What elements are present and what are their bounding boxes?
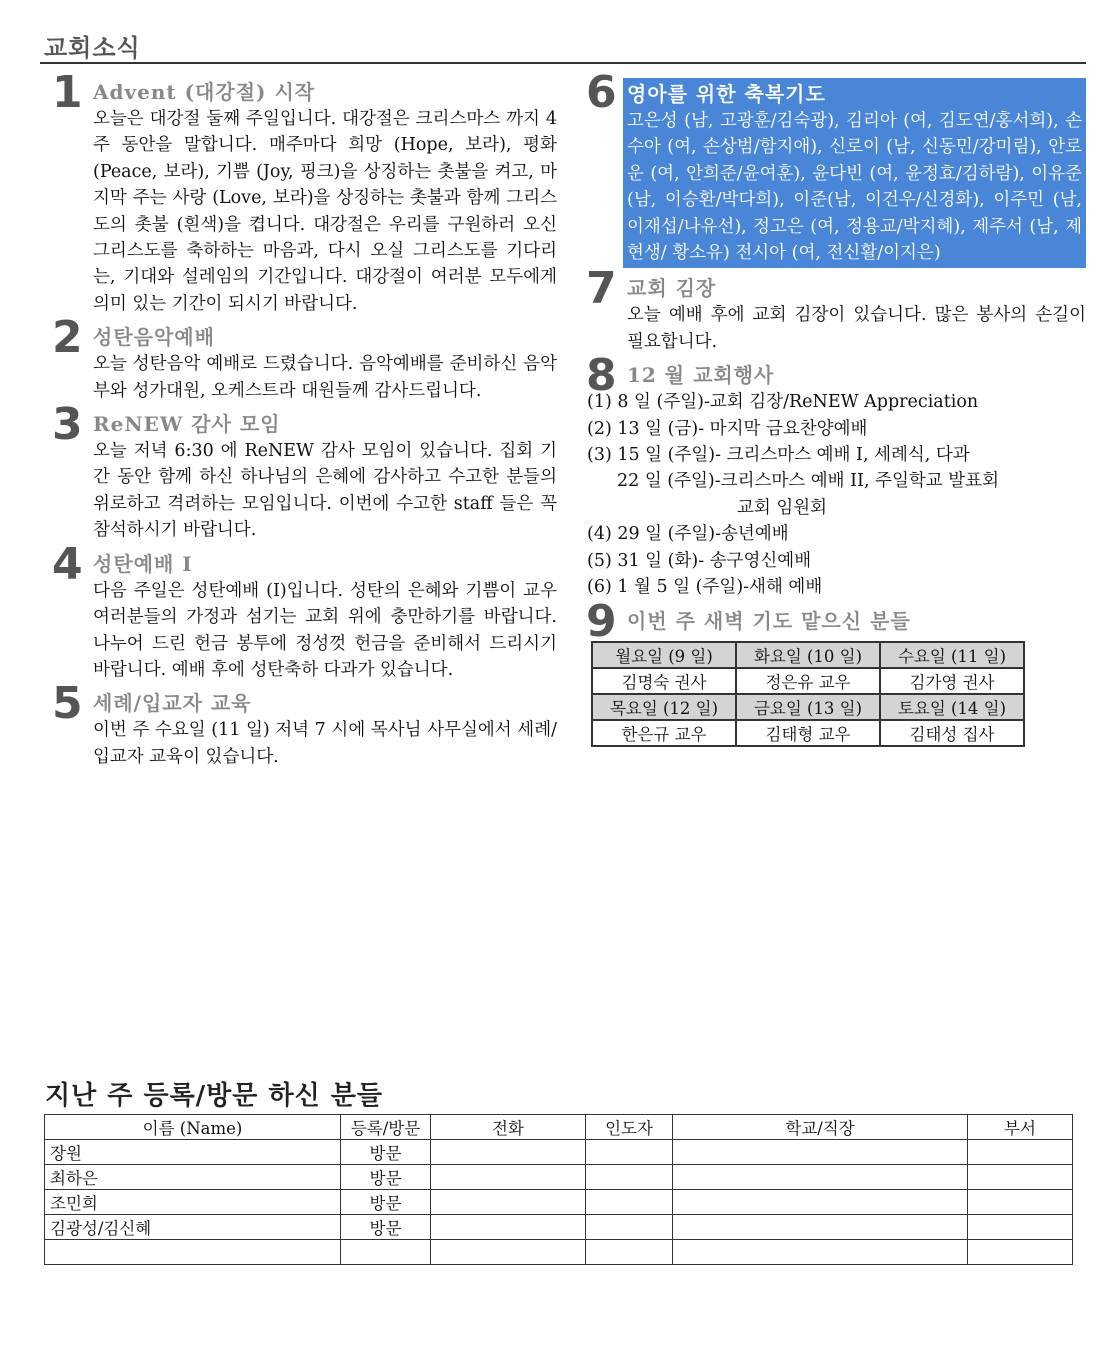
column-header: 부서 bbox=[968, 1115, 1073, 1140]
column-header: 인도자 bbox=[586, 1115, 673, 1140]
prayer-schedule-table bbox=[591, 641, 1025, 747]
table-row bbox=[45, 1240, 1073, 1265]
column-header: 이름 (Name) bbox=[45, 1115, 341, 1140]
item-title: 이번 주 새벽 기도 맡으신 분들 bbox=[627, 608, 911, 633]
person-cell: 정은유 교우 bbox=[736, 668, 880, 694]
school-work-cell bbox=[673, 1240, 968, 1265]
table-row bbox=[592, 720, 1024, 746]
news-item-3 bbox=[52, 399, 557, 544]
event-item: 22 일 (주일)-크리스마스 예배 II, 주일학교 발표회 bbox=[617, 471, 999, 492]
column-header: 등록/방문 bbox=[341, 1115, 431, 1140]
table-row bbox=[592, 668, 1024, 694]
table-header-row bbox=[45, 1115, 1073, 1140]
news-item-5 bbox=[52, 678, 557, 770]
department-cell bbox=[968, 1215, 1073, 1240]
item-title: ReNEW 감사 모임 bbox=[93, 412, 281, 437]
column-header: 학교/직장 bbox=[673, 1115, 968, 1140]
person-cell: 김가영 권사 bbox=[880, 668, 1024, 694]
news-item-6 bbox=[586, 67, 1086, 268]
day-cell: 금요일 (13 일) bbox=[736, 694, 880, 720]
item-title: 12 월 교회행사 bbox=[627, 363, 775, 388]
item-title: 성탄음악예배 bbox=[93, 325, 215, 350]
item-number: 9 bbox=[586, 595, 617, 647]
item-number: 5 bbox=[52, 678, 83, 730]
item-body: 다음 주일은 성탄예배 (I)입니다. 성탄의 은혜와 기쁨이 교우 여러분들의 가정과 섬기는 교회 위에 충만하기를 바랍니다. 나누어 드린 헌금 봉투에 정성껏 헌금을 준비해서 드리시기 바랍니다. 예배 후에 성탄축하 다과가 있습니다. bbox=[93, 580, 557, 680]
name-cell: 최하은 bbox=[45, 1165, 341, 1190]
news-item-8 bbox=[586, 350, 1086, 600]
item-number: 4 bbox=[52, 538, 83, 590]
department-cell bbox=[968, 1140, 1073, 1165]
department-cell bbox=[968, 1165, 1073, 1190]
event-item: 교회 임원회 bbox=[737, 497, 828, 518]
person-cell: 한은규 교우 bbox=[592, 720, 736, 746]
status-cell: 방문 bbox=[341, 1190, 431, 1215]
guide-cell bbox=[586, 1140, 673, 1165]
day-cell: 월요일 (9 일) bbox=[592, 642, 736, 668]
table-row bbox=[592, 642, 1024, 668]
day-cell: 화요일 (10 일) bbox=[736, 642, 880, 668]
news-item-2 bbox=[52, 312, 557, 404]
item-number: 2 bbox=[52, 312, 83, 364]
column-header: 전화 bbox=[431, 1115, 586, 1140]
school-work-cell bbox=[673, 1190, 968, 1215]
news-item-4 bbox=[52, 538, 557, 684]
item-title: 성탄예배 I bbox=[93, 551, 193, 576]
day-cell: 토요일 (14 일) bbox=[880, 694, 1024, 720]
person-cell: 김태형 교우 bbox=[736, 720, 880, 746]
school-work-cell bbox=[673, 1140, 968, 1165]
school-work-cell bbox=[673, 1215, 968, 1240]
status-cell: 방문 bbox=[341, 1215, 431, 1240]
name-cell bbox=[45, 1240, 341, 1265]
status-cell bbox=[341, 1240, 431, 1265]
event-item: (2) 13 일 (금)- 마지막 금요찬양예배 bbox=[587, 418, 868, 439]
phone-cell bbox=[431, 1140, 586, 1165]
table-row bbox=[45, 1165, 1073, 1190]
event-item: (5) 31 일 (화)- 송구영신예배 bbox=[587, 550, 812, 571]
table-row bbox=[592, 694, 1024, 720]
right-column bbox=[586, 67, 1086, 753]
name-cell: 김광성/김신혜 bbox=[45, 1215, 341, 1240]
item-body: 오늘 성탄음악 예배로 드렸습니다. 음악예배를 준비하신 음악부와 성가대원, 오케스트라 대원들께 감사드립니다. bbox=[93, 354, 557, 401]
item-number: 3 bbox=[52, 399, 83, 451]
item-body: 오늘 저녁 6:30 에 ReNEW 감사 모임이 있습니다. 집회 기간 동안 함께 하신 하나님의 은혜에 감사하고 수고한 분들의 위로하고 격려하는 모임입니다. 이번에 수고한 staff 들은 꼭 참석하시기 바랍니다. bbox=[93, 441, 557, 541]
day-cell: 수요일 (11 일) bbox=[880, 642, 1024, 668]
item-title: 영아를 위한 축복기도 bbox=[627, 82, 826, 106]
status-cell: 방문 bbox=[341, 1140, 431, 1165]
item-number: 6 bbox=[586, 67, 617, 118]
person-cell: 김명숙 권사 bbox=[592, 668, 736, 694]
guide-cell bbox=[586, 1165, 673, 1190]
item-body: 오늘 예배 후에 교회 김장이 있습니다. 많은 봉사의 손길이 필요합니다. bbox=[627, 305, 1086, 352]
item-title: Advent (대강절) 시작 bbox=[93, 80, 316, 104]
item-title: 세례/입교자 교육 bbox=[93, 691, 252, 716]
item-number: 7 bbox=[586, 263, 617, 315]
day-cell: 목요일 (12 일) bbox=[592, 694, 736, 720]
event-item: (4) 29 일 (주일)-송년예배 bbox=[587, 524, 789, 545]
phone-cell bbox=[431, 1165, 586, 1190]
registration-table bbox=[44, 1114, 1073, 1265]
item-number: 1 bbox=[52, 67, 83, 118]
event-item: (1) 8 일 (주일)-교회 김장/ReNEW Appreciation bbox=[587, 392, 979, 413]
item-body: 오늘은 대강절 둘째 주일입니다. 대강절은 크리스마스 까지 4 주 동안을 말합니다. 매주마다 희망 (Hope, 보라), 평화 (Peace, 보라), 기쁨 (Joy, 핑크)을 상징하는 촛불을 켜고, 마지막 주는 사랑 (Love, 보라)을 상징하는 촛불과 함께 그리스도의 촛불 (흰색)을 켭니다. 대강절은 우리를 구원하러 오신 그리스도를 축하하는 마음과, 다시 오실 그리스도를 기다리는, 기대와 설레임의 기간입니다. 대강절이 여러분 모두에게 의미 있는 기간이 되시기 바랍니다. bbox=[93, 109, 557, 314]
page-header bbox=[40, 22, 1086, 64]
department-cell bbox=[968, 1190, 1073, 1215]
guide-cell bbox=[586, 1190, 673, 1215]
status-cell: 방문 bbox=[341, 1165, 431, 1190]
item-body: 고은성 (남, 고광훈/김숙광), 김리아 (여, 김도연/홍서희), 손수아 (여, 손상범/함지애), 신로이 (남, 신동민/강미림), 안로운 (여, 안희준/윤여훈), 윤다빈 (여, 윤정효/김하람), 이유준 (남, 이승환/박다희), 이준(남, 이건우/신경화), 이주민 (남, 이재섭/나유선), 정고은 (여, 정용교/박지혜), 제주서 (남, 제현생/ 황소유) 전시아 (여, 전신활/이지은) bbox=[627, 111, 1082, 264]
news-item-9 bbox=[586, 595, 1086, 747]
department-cell bbox=[968, 1240, 1073, 1265]
table-row bbox=[45, 1190, 1073, 1215]
item-number: 8 bbox=[586, 350, 617, 402]
news-item-1 bbox=[52, 67, 557, 317]
page-title: 교회소식 bbox=[44, 33, 141, 62]
school-work-cell bbox=[673, 1165, 968, 1190]
name-cell: 조민희 bbox=[45, 1190, 341, 1215]
guide-cell bbox=[586, 1215, 673, 1240]
phone-cell bbox=[431, 1240, 586, 1265]
event-item: (3) 15 일 (주일)- 크리스마스 예배 I, 세례식, 다과 bbox=[587, 445, 970, 466]
table-row bbox=[45, 1140, 1073, 1165]
phone-cell bbox=[431, 1215, 586, 1240]
event-list bbox=[587, 389, 1086, 600]
guide-cell bbox=[586, 1240, 673, 1265]
left-column bbox=[52, 67, 557, 776]
event-item: (6) 1 월 5 일 (주일)-새해 예배 bbox=[587, 577, 823, 598]
infant-blessing-highlight bbox=[623, 78, 1086, 268]
item-body: 이번 주 수요일 (11 일) 저녁 7 시에 목사님 사무실에서 세례/입교자 교육이 있습니다. bbox=[93, 720, 557, 767]
name-cell: 장원 bbox=[45, 1140, 341, 1165]
person-cell: 김태성 집사 bbox=[880, 720, 1024, 746]
table-row bbox=[45, 1215, 1073, 1240]
registration-title: 지난 주 등록/방문 하신 분들 bbox=[45, 1081, 383, 1111]
item-title: 교회 김장 bbox=[627, 276, 717, 301]
news-item-7 bbox=[586, 263, 1086, 355]
phone-cell bbox=[431, 1190, 586, 1215]
